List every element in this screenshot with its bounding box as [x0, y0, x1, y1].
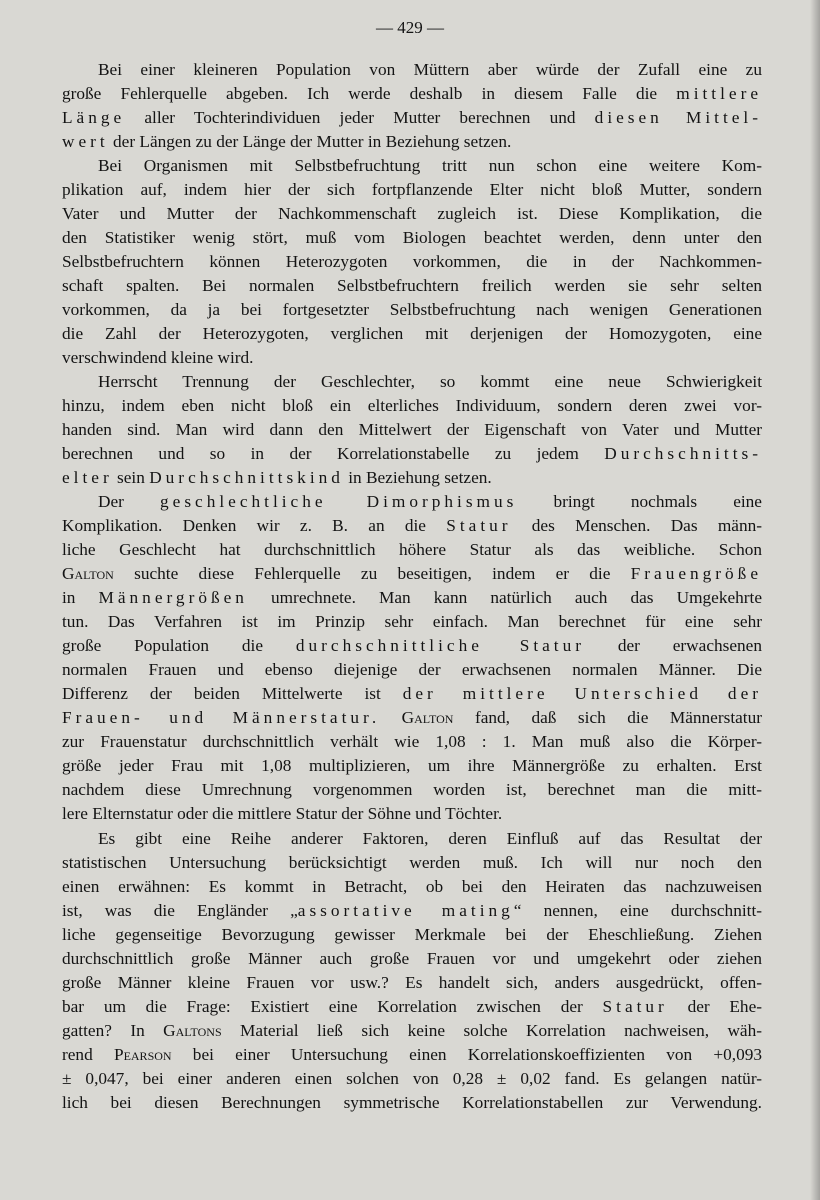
text-line	[62, 250, 762, 274]
text-line	[62, 538, 762, 562]
text-segment: statistischen Untersuchung berücksichtigt werden muß. Ich will nur noch den	[62, 852, 762, 872]
small-caps-name: Galton	[62, 564, 114, 584]
text-segment: große Männer kleine Frauen vor usw.? Es handelt sich, anders ausgedrückt, offen-	[62, 972, 762, 992]
text-line	[62, 274, 762, 298]
page-edge-shadow	[810, 0, 820, 1200]
text-line	[62, 1067, 762, 1091]
text-segment: handen sind. Man wird dann den Mittelwert der Eigenschaft von Vater und Mutter	[62, 420, 762, 440]
text-line	[62, 106, 762, 130]
text-line	[62, 346, 762, 370]
text-line	[62, 923, 762, 947]
text-segment: lich bei diesen Berechnungen symmetrische Korrelationstabellen zur Verwendung.	[62, 1092, 762, 1112]
text-segment: schaft spalten. Bei normalen Selbstbefruchtern freilich werden sie sehr selten	[62, 276, 762, 296]
text-segment: große Fehlerquelle abgeben. Ich werde deshalb in diesem Falle die	[62, 84, 677, 104]
spaced-emphasis: der mittlere Unterschied der	[402, 684, 762, 704]
text-segment: ± 0,047, bei einer anderen einen solchen von 0,28 ± 0,02 fand. Es gelangen natür-	[62, 1068, 762, 1088]
spaced-emphasis: assortative mating	[297, 900, 514, 920]
text-line	[62, 682, 762, 706]
text-line	[62, 778, 762, 802]
text-line	[62, 875, 762, 899]
text-line	[62, 298, 762, 322]
text-line	[62, 634, 762, 658]
spaced-emphasis: diesen Mittel-	[594, 108, 762, 128]
text-line	[62, 971, 762, 995]
text-segment: ist, was die Engländer „	[62, 900, 298, 920]
text-segment: größe jeder Frau mit 1,08 multiplizieren, um ihre Männergröße zu erhalten. Erst	[62, 756, 762, 776]
text-segment: fand, daß sich die Männerstatur	[453, 708, 762, 728]
text-line	[62, 58, 762, 82]
text-line	[62, 851, 762, 875]
text-line	[62, 226, 762, 250]
text-segment: Material ließ sich keine solche Korrelation nachweisen, wäh-	[221, 1020, 762, 1040]
text-line	[62, 490, 762, 514]
text-line	[62, 827, 762, 851]
text-line	[62, 418, 762, 442]
text-segment: große Population die	[62, 636, 296, 656]
text-segment: aller Tochterindividuen jeder Mutter berechnen und	[125, 108, 595, 128]
text-line	[62, 178, 762, 202]
text-line	[62, 562, 762, 586]
text-line	[62, 466, 762, 490]
small-caps-name: Galtons	[163, 1020, 222, 1040]
text-segment: normalen Frauen und ebenso diejenige der erwachsenen normalen Männer. Die	[62, 660, 762, 680]
text-segment: sein	[112, 468, 150, 488]
text-segment: “ nennen, eine durchschnitt-	[513, 900, 762, 920]
text-segment: liche gegenseitige Bevorzugung gewisser Merkmale bei der Eheschließung. Ziehen	[62, 924, 762, 944]
text-segment: tun. Das Verfahren ist im Prinzip sehr einfach. Man berechnet für eine sehr	[62, 612, 762, 632]
spaced-emphasis: Durchschnitts-	[604, 444, 762, 464]
text-segment: Selbstbefruchtern können Heterozygoten vorkommen, die in der Nachkommen-	[62, 252, 762, 272]
text-segment: Herrscht Trennung der Geschlechter, so kommt eine neue Schwierigkeit	[98, 372, 762, 392]
text-segment: der erwachsenen	[585, 636, 762, 656]
text-segment: plikation auf, indem hier der sich fortpflanzende Elter nicht bloß Mutter, sondern	[62, 180, 762, 200]
text-segment: Komplikation. Denken wir z. B. an die	[62, 516, 447, 536]
text-segment: Bei einer kleineren Population von Müttern aber würde der Zufall eine zu	[98, 60, 762, 79]
text-line	[62, 322, 762, 346]
text-line	[62, 658, 762, 682]
text-line	[62, 754, 762, 778]
spaced-emphasis: Frauengröße	[630, 564, 762, 584]
spaced-emphasis: elter	[62, 468, 113, 488]
spaced-emphasis: Statur	[602, 996, 668, 1016]
text-segment: durchschnittlich große Männer auch große Frauen vor und umgekehrt oder ziehen	[62, 948, 762, 968]
text-line	[62, 995, 762, 1019]
text-line	[62, 586, 762, 610]
small-caps-name: Pearson	[113, 1044, 172, 1064]
text-segment: des Menschen. Das männ-	[511, 516, 762, 536]
text-line	[62, 130, 762, 154]
spaced-emphasis: Statur	[446, 516, 512, 536]
spaced-emphasis: Männergrößen	[98, 588, 248, 608]
spaced-emphasis: geschlechtliche Dimorphismus	[160, 492, 518, 512]
text-segment: Vater und Mutter der Nachkommenschaft zugleich ist. Diese Komplikation, die	[62, 204, 762, 224]
text-segment: verschwindend kleine wird.	[62, 348, 254, 368]
text-line	[62, 1019, 762, 1043]
text-line	[62, 514, 762, 538]
text-segment: zur Frauenstatur durchschnittlich verhält wie 1,08 : 1. Man muß also die Körper-	[62, 732, 762, 752]
text-segment: suchte diese Fehlerquelle zu beseitigen, indem er die	[113, 564, 631, 584]
text-line	[62, 706, 762, 730]
text-segment	[380, 708, 402, 727]
text-line	[62, 1043, 762, 1067]
spaced-emphasis: Länge	[62, 108, 126, 128]
text-segment: der Längen zu der Länge der Mutter in Beziehung setzen.	[108, 132, 512, 152]
body-text	[62, 58, 762, 1115]
text-segment: Der	[98, 492, 161, 512]
text-line	[62, 394, 762, 418]
text-segment: vorkommen, da ja bei fortgesetzter Selbstbefruchtung nach wenigen Generationen	[62, 300, 762, 320]
text-segment: Es gibt eine Reihe anderer Faktoren, deren Einfluß auf das Resultat der	[98, 828, 762, 848]
text-segment: nachdem diese Umrechnung vorgenommen worden ist, berechnet man die mitt-	[62, 780, 762, 800]
text-segment: liche Geschlecht hat durchschnittlich höhere Statur als das weibliche. Schon	[62, 540, 762, 560]
text-segment: den Statistiker wenig stört, muß vom Biologen beachtet werden, denn unter den	[62, 228, 762, 248]
text-line	[62, 947, 762, 971]
text-line	[62, 899, 762, 923]
text-segment: hinzu, indem eben nicht bloß ein elterliches Individuum, sondern deren zwei vor-	[62, 396, 762, 416]
text-line	[62, 802, 762, 826]
spaced-emphasis: wert	[62, 132, 109, 152]
spaced-emphasis: Frauen- und Männerstatur.	[62, 708, 381, 728]
text-line	[62, 1091, 762, 1115]
text-segment: die Zahl der Heterozygoten, verglichen mit derjenigen der Homozygoten, eine	[62, 324, 762, 344]
text-segment: rend	[62, 1044, 114, 1064]
text-line	[62, 730, 762, 754]
text-segment: bringt nochmals eine	[517, 492, 762, 512]
text-segment: Bei Organismen mit Selbstbefruchtung tritt nun schon eine weitere Kom-	[98, 156, 762, 176]
text-segment: in	[62, 588, 99, 608]
text-segment: bar um die Frage: Existiert eine Korrelation zwischen der	[62, 996, 603, 1016]
text-segment: in Beziehung setzen.	[343, 468, 492, 488]
text-segment: einen erwähnen: Es kommt in Betracht, ob bei den Heiraten das nachzuweisen	[62, 876, 762, 896]
text-segment: Differenz der beiden Mittelwerte ist	[62, 684, 403, 704]
page-number: — 429 —	[376, 18, 444, 37]
text-line	[62, 370, 762, 394]
text-line	[62, 202, 762, 226]
text-line	[62, 154, 762, 178]
text-segment: der Ehe-	[667, 996, 762, 1016]
spaced-emphasis: Durchschnittskind	[149, 468, 344, 488]
text-segment: bei einer Untersuchung einen Korrelationskoeffizienten von +0,093	[171, 1044, 762, 1064]
text-segment: umrechnete. Man kann natürlich auch das Umgekehrte	[247, 588, 762, 608]
spaced-emphasis: mittlere	[676, 84, 762, 104]
small-caps-name: Galton	[401, 708, 454, 728]
text-segment: gatten? In	[62, 1020, 164, 1040]
text-segment: berechnen und so in der Korrelationstabelle zu jedem	[62, 444, 605, 464]
text-segment: lere Elternstatur oder die mittlere Statur der Söhne und Töchter.	[62, 804, 503, 824]
text-line	[62, 82, 762, 106]
text-line	[62, 610, 762, 634]
text-line	[62, 442, 762, 466]
spaced-emphasis: durchschnittliche Statur	[295, 636, 586, 656]
